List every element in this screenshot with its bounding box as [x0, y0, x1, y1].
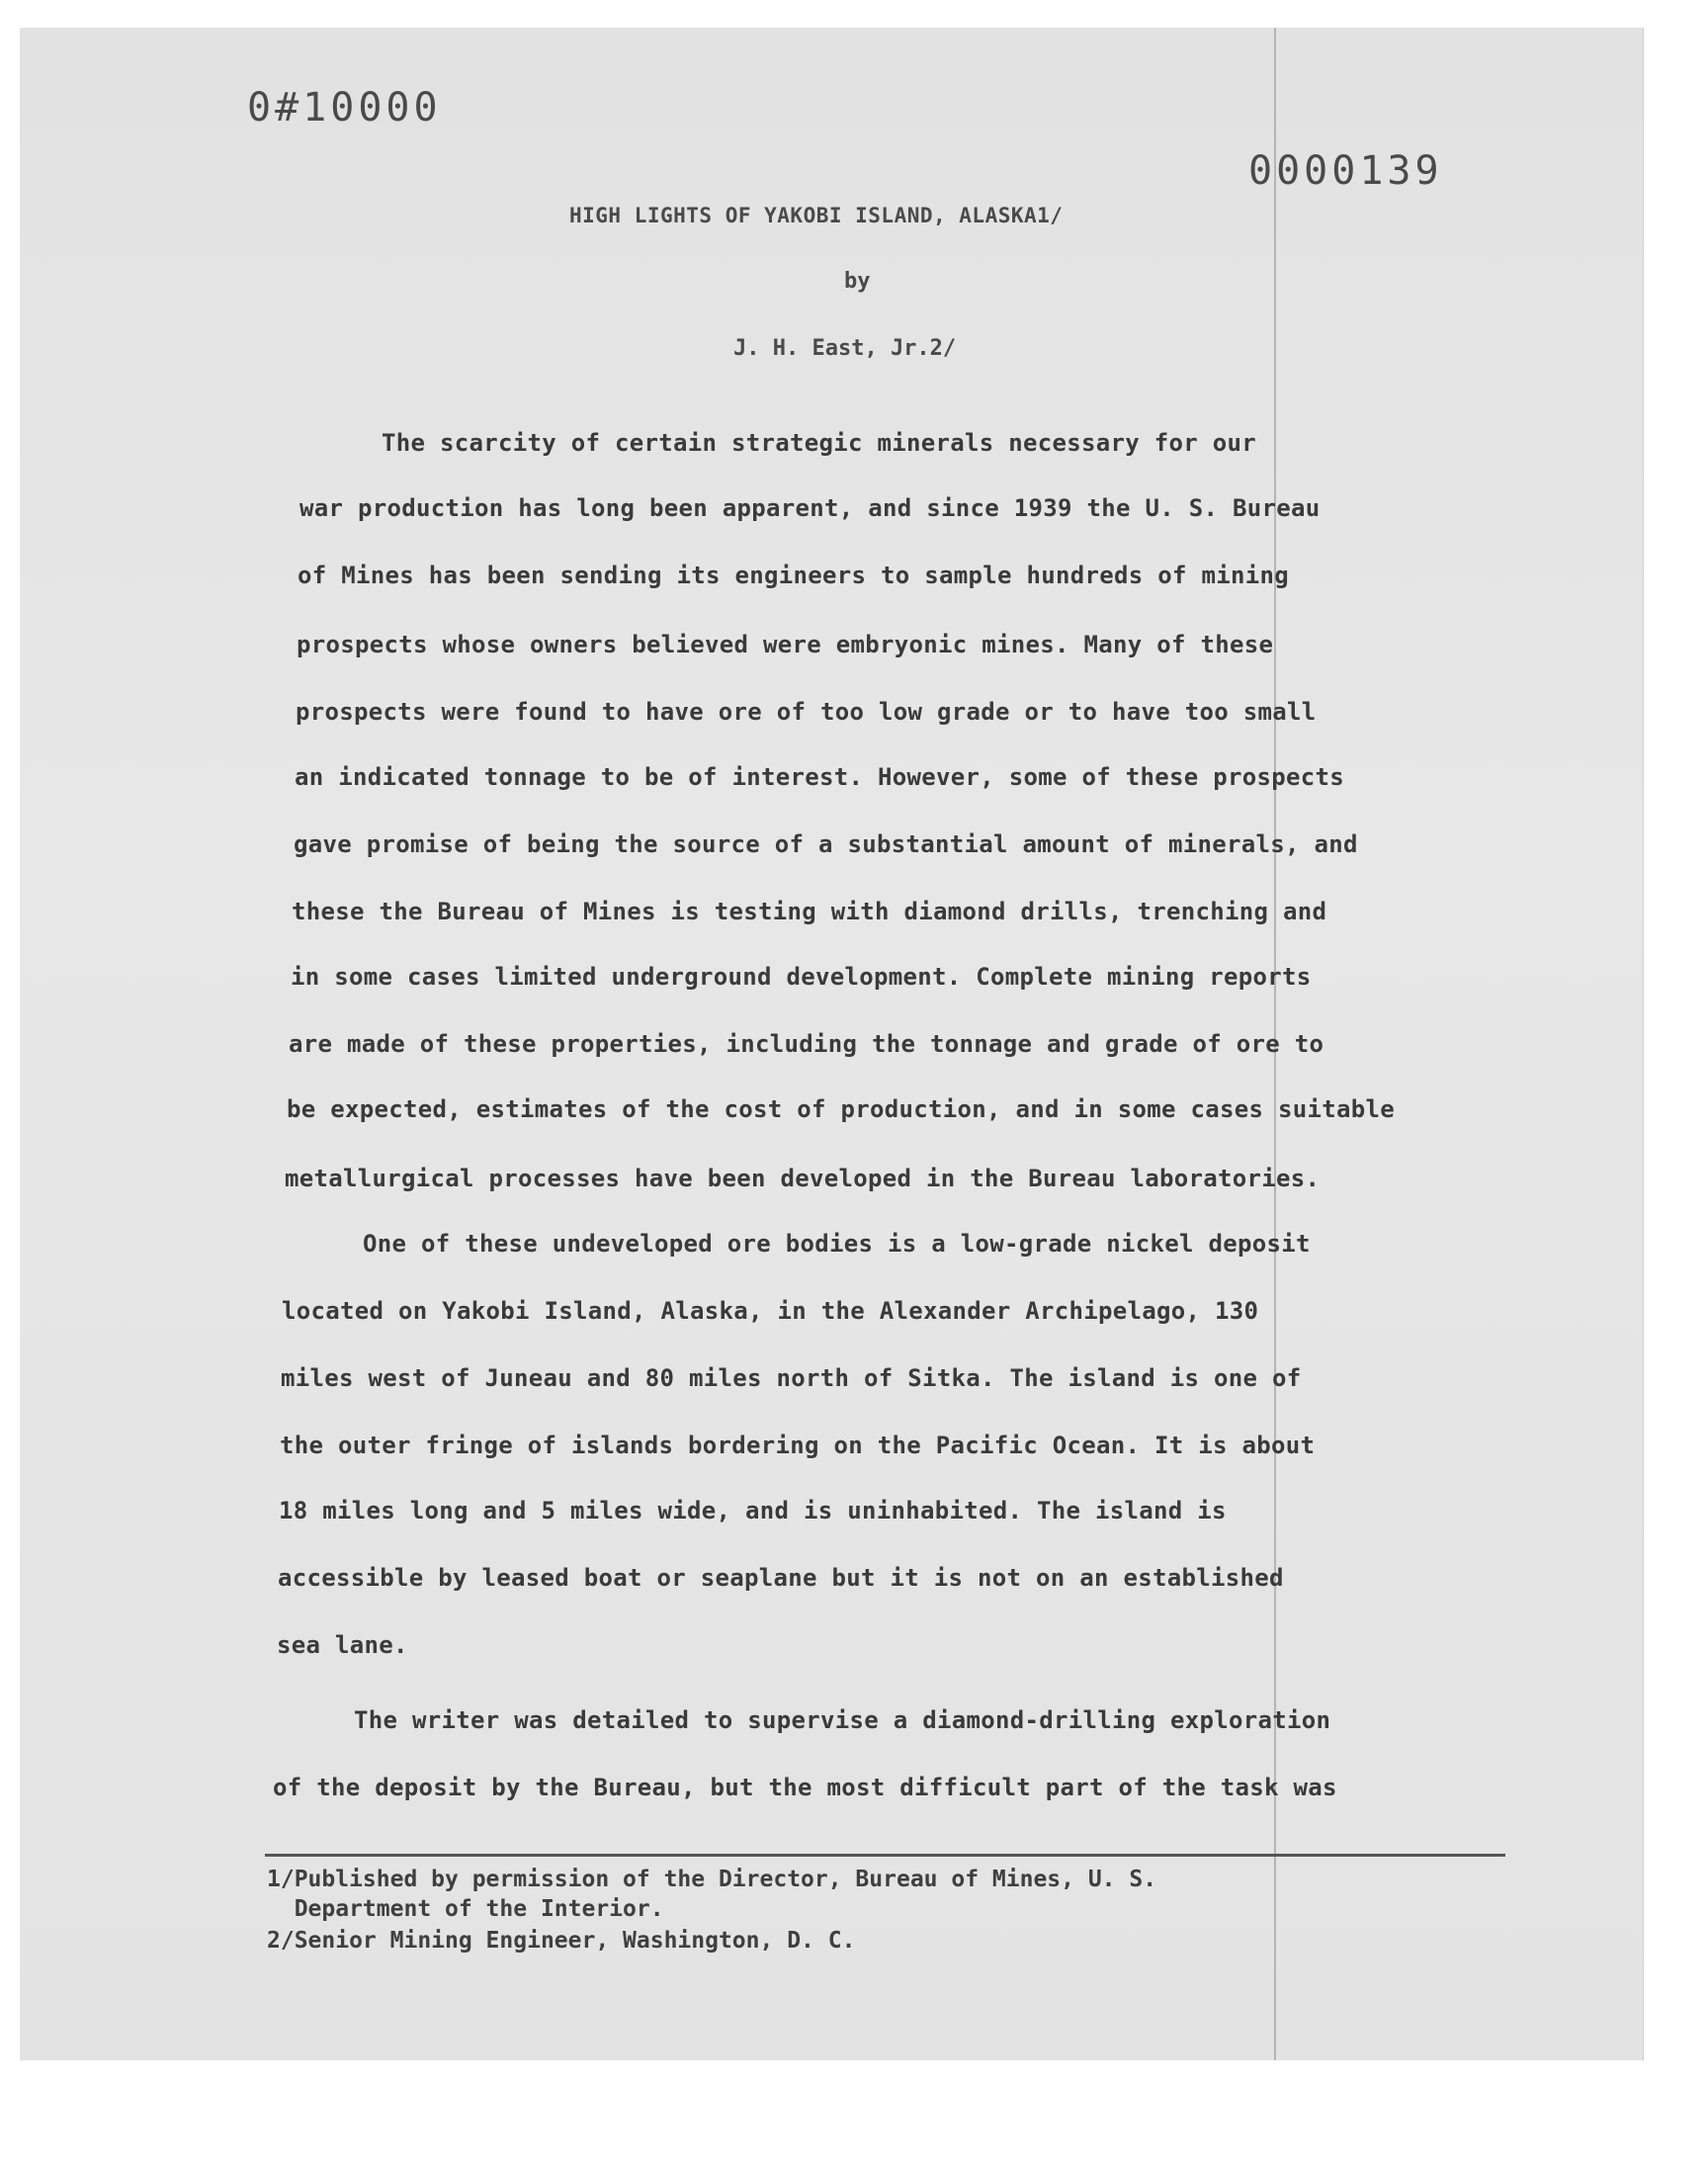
body-line: these the Bureau of Mines is testing with diamond drills, trenching and: [292, 898, 1327, 925]
body-line: gave promise of being the source of a substantial amount of minerals, and: [294, 830, 1358, 858]
body-line: prospects were found to have ore of too low grade or to have too small: [296, 698, 1317, 726]
footnote-separator: [265, 1854, 1505, 1857]
footnote-1: 1/Published by permission of the Director, Bureau of Mines, U. S.: [267, 1867, 1157, 1892]
stamp-number-right: 0000139: [1248, 148, 1443, 194]
byline: by: [844, 269, 871, 294]
body-line: prospects whose owners believed were embryonic mines. Many of these: [297, 631, 1274, 658]
stamp-number-left: 0#10000: [247, 85, 442, 130]
body-line: be expected, estimates of the cost of production, and in some cases suitable: [287, 1095, 1395, 1123]
footnote-2: 2/Senior Mining Engineer, Washington, D. C.: [267, 1928, 856, 1954]
body-line: an indicated tonnage to be of interest. However, some of these prospects: [295, 763, 1344, 791]
document-page: [20, 28, 1644, 2060]
document-title: HIGH LIGHTS OF YAKOBI ISLAND, ALASKA1/: [569, 204, 1064, 227]
body-line: war production has long been apparent, and since 1939 the U. S. Bureau: [299, 494, 1321, 522]
body-line: metallurgical processes have been developed in the Bureau laboratories.: [285, 1165, 1321, 1192]
body-line: of the deposit by the Bureau, but the most difficult part of the task was: [273, 1774, 1337, 1801]
body-line: One of these undeveloped ore bodies is a low-grade nickel deposit: [363, 1230, 1311, 1258]
body-line: The scarcity of certain strategic minerals necessary for our: [382, 429, 1256, 457]
body-line: accessible by leased boat or seaplane but it is not on an established: [278, 1564, 1284, 1592]
body-line: in some cases limited underground development. Complete mining reports: [291, 963, 1312, 991]
body-line: 18 miles long and 5 miles wide, and is uninhabited. The island is: [279, 1497, 1227, 1524]
body-line: are made of these properties, including the tonnage and grade of ore to: [289, 1030, 1324, 1058]
body-line: located on Yakobi Island, Alaska, in the Alexander Archipelago, 130: [282, 1297, 1259, 1325]
body-line: of Mines has been sending its engineers to sample hundreds of mining: [298, 562, 1289, 589]
author-name: J. H. East, Jr.2/: [733, 336, 957, 361]
body-line: miles west of Juneau and 80 miles north of Sitka. The island is one of: [281, 1364, 1302, 1392]
body-line: the outer fringe of islands bordering on the Pacific Ocean. It is about: [280, 1432, 1316, 1459]
body-line: sea lane.: [277, 1631, 408, 1659]
body-line: The writer was detailed to supervise a diamond-drilling exploration: [354, 1706, 1331, 1734]
footnote-1-continuation: Department of the Interior.: [267, 1896, 664, 1922]
